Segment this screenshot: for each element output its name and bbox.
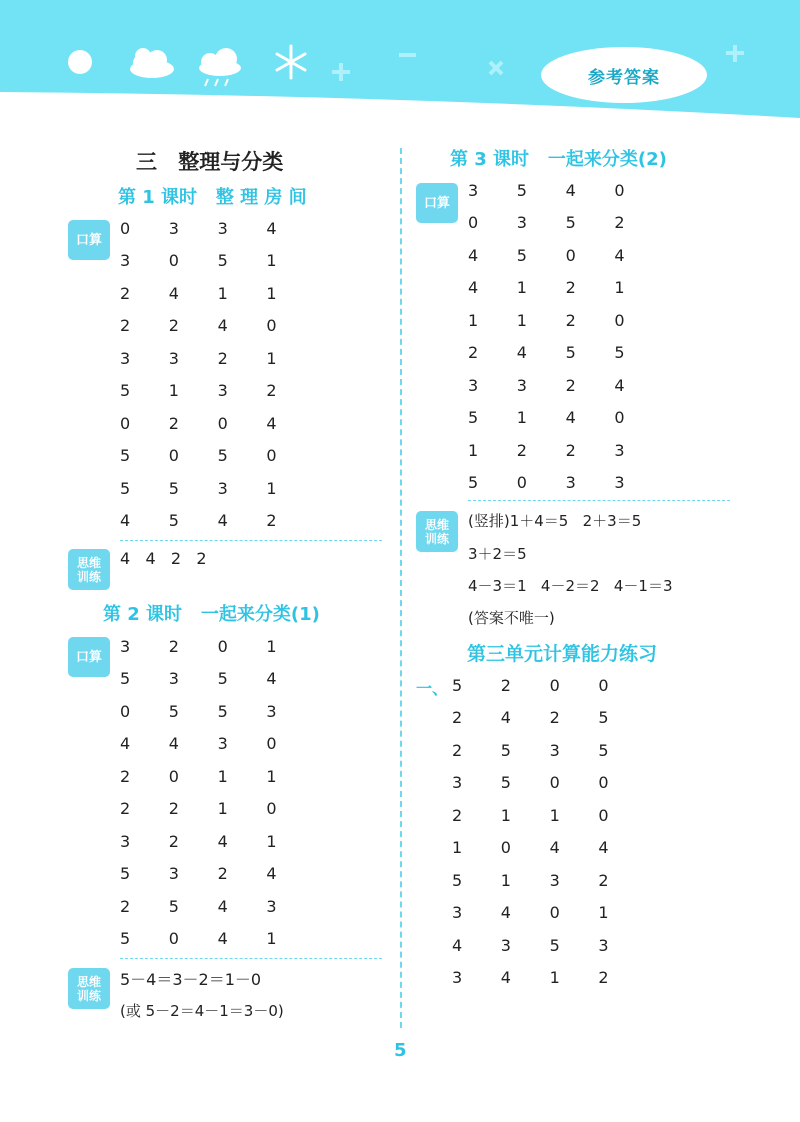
answer-cell: 5	[217, 669, 228, 689]
answer-cell: 5	[598, 708, 609, 728]
answer-row	[120, 793, 315, 826]
answer-cell: 1	[266, 478, 277, 498]
answer-cell: 1	[217, 766, 228, 786]
answer-cell: 5	[565, 343, 576, 363]
answer-cell: 0	[217, 413, 228, 433]
lesson1-thinking-answer: 4 4 2 2	[120, 549, 207, 568]
answer-cell: 0	[598, 675, 609, 695]
answer-cell: 5	[468, 408, 479, 428]
answer-cell: 2	[500, 675, 511, 695]
answer-cell: 2	[452, 805, 463, 825]
answer-cell: 5	[516, 245, 527, 265]
item-label: 一、	[416, 679, 449, 698]
answer-cell: 0	[468, 213, 479, 233]
answer-row	[452, 767, 647, 800]
answer-cell: 3	[217, 478, 228, 498]
lesson1-title: 第 1 课时 整 理 房 间	[118, 187, 307, 208]
thinking-badge-line1: 思维	[76, 556, 101, 570]
answer-cell: 4	[217, 896, 228, 916]
answer-cell: 3	[452, 903, 463, 923]
answer-row	[120, 825, 315, 858]
lesson2-title: 第 2 课时 一起来分类(1)	[103, 604, 320, 625]
answer-cell: 4	[598, 838, 609, 858]
answer-cell: 2	[614, 213, 625, 233]
answer-cell: 0	[549, 903, 560, 923]
answer-cell: 3	[516, 213, 527, 233]
thinking-badge	[68, 968, 110, 1009]
answer-cell: 2	[120, 766, 131, 786]
answer-cell: 3	[266, 701, 277, 721]
answer-cell: 3	[217, 734, 228, 754]
answer-cell: 3	[565, 473, 576, 493]
answer-cell: 5	[120, 446, 131, 466]
section-separator	[468, 500, 730, 501]
answer-row	[468, 402, 663, 435]
answer-cell: 2	[168, 316, 179, 336]
answer-cell: 0	[217, 636, 228, 656]
answer-cell: 1	[266, 636, 277, 656]
answer-cell: 2	[266, 381, 277, 401]
chapter-title: 三 整理与分类	[136, 150, 284, 174]
answer-cell: 5	[168, 896, 179, 916]
answer-cell: 0	[598, 805, 609, 825]
answer-row	[120, 472, 315, 505]
answer-cell: 3	[168, 348, 179, 368]
answer-row	[452, 734, 647, 767]
answer-cell: 5	[217, 446, 228, 466]
answer-cell: 5	[565, 213, 576, 233]
answer-cell: 1	[452, 838, 463, 858]
answer-cell: 3	[217, 381, 228, 401]
answer-row	[120, 890, 315, 923]
answer-row	[468, 434, 663, 467]
answer-row	[452, 702, 647, 735]
answer-cell: 2	[565, 440, 576, 460]
answer-cell: 3	[500, 935, 511, 955]
answer-cell: 0	[549, 675, 560, 695]
answer-cell: 4	[266, 864, 277, 884]
answer-cell: 5	[120, 929, 131, 949]
answer-cell: 3	[468, 375, 479, 395]
answer-cell: 0	[120, 701, 131, 721]
answer-cell: 1	[500, 870, 511, 890]
answer-cell: 1	[549, 968, 560, 988]
lesson2-thinking-line1: 5－4＝3－2＝1－0	[120, 970, 262, 989]
answer-cell: 4	[217, 831, 228, 851]
answer-cell: 3	[614, 440, 625, 460]
answer-cell: 2	[468, 343, 479, 363]
answer-cell: 3	[549, 870, 560, 890]
answer-cell: 4	[549, 838, 560, 858]
lesson1-oral-grid	[120, 212, 315, 537]
answer-cell: 5	[168, 701, 179, 721]
answer-cell: 0	[516, 473, 527, 493]
answer-cell: 0	[168, 929, 179, 949]
answer-cell: 0	[598, 773, 609, 793]
answer-cell: 0	[614, 180, 625, 200]
answer-cell: 3	[168, 864, 179, 884]
answer-cell: 1	[217, 799, 228, 819]
column-divider	[400, 148, 402, 1028]
answer-cell: 4	[217, 316, 228, 336]
answer-cell: 4	[266, 413, 277, 433]
lesson3-thinking-line4: (答案不唯一)	[468, 609, 555, 627]
answer-cell: 3	[168, 669, 179, 689]
answer-cell: 5	[217, 701, 228, 721]
answer-cell: 2	[452, 740, 463, 760]
answer-cell: 2	[217, 864, 228, 884]
answer-cell: 1	[516, 310, 527, 330]
answer-cell: 5	[614, 343, 625, 363]
answer-cell: 2	[452, 708, 463, 728]
unit-practice-grid	[452, 669, 647, 994]
answer-row	[120, 212, 315, 245]
answer-cell: 2	[168, 413, 179, 433]
answer-cell: 0	[614, 310, 625, 330]
answer-cell: 1	[516, 278, 527, 298]
thinking-badge	[68, 549, 110, 590]
answer-row	[120, 277, 315, 310]
answer-cell: 1	[266, 283, 277, 303]
answer-row	[120, 407, 315, 440]
answer-cell: 1	[266, 929, 277, 949]
answer-cell: 3	[266, 896, 277, 916]
answer-row	[468, 174, 663, 207]
answer-row	[120, 245, 315, 278]
thinking-badge-line2: 训练	[424, 532, 449, 546]
answer-cell: 1	[468, 310, 479, 330]
answer-row	[120, 505, 315, 538]
answer-row	[452, 962, 647, 995]
thinking-badge-line2: 训练	[76, 570, 101, 584]
answer-cell: 2	[168, 799, 179, 819]
answer-cell: 4	[614, 375, 625, 395]
answer-row	[452, 929, 647, 962]
answer-cell: 4	[168, 283, 179, 303]
thinking-badge-line1: 思维	[424, 518, 449, 532]
answer-cell: 4	[217, 511, 228, 531]
answer-cell: 2	[549, 708, 560, 728]
answer-cell: 4	[500, 968, 511, 988]
answer-row	[452, 897, 647, 930]
answer-cell: 4	[614, 245, 625, 265]
page-number: 5	[394, 1040, 407, 1061]
answer-row	[452, 832, 647, 865]
sun-icon	[68, 50, 92, 74]
answer-row	[120, 728, 315, 761]
oral-badge: 口算	[416, 183, 458, 223]
answer-cell: 0	[565, 245, 576, 265]
lesson3-thinking-line1: (竖排)1＋4＝5 2＋3＝5	[468, 512, 642, 530]
answer-cell: 4	[168, 734, 179, 754]
answer-cell: 4	[516, 343, 527, 363]
thinking-badge-line2: 训练	[76, 989, 101, 1003]
answer-cell: 3	[120, 831, 131, 851]
answer-cell: 0	[614, 408, 625, 428]
answer-row	[452, 799, 647, 832]
answer-cell: 2	[565, 278, 576, 298]
answer-cell: 0	[120, 413, 131, 433]
answer-cell: 5	[500, 773, 511, 793]
answer-cell: 1	[217, 283, 228, 303]
answer-cell: 4	[565, 180, 576, 200]
answer-cell: 4	[468, 245, 479, 265]
answer-cell: 3	[217, 218, 228, 238]
answer-cell: 4	[565, 408, 576, 428]
answer-cell: 2	[598, 870, 609, 890]
answer-cell: 5	[168, 511, 179, 531]
answer-cell: 5	[120, 478, 131, 498]
oral-badge: 口算	[68, 220, 110, 260]
answer-row	[120, 923, 315, 956]
answer-row	[468, 239, 663, 272]
answer-cell: 1	[500, 805, 511, 825]
answer-cell: 3	[120, 348, 131, 368]
answer-key-label: 参考答案	[541, 47, 707, 103]
answer-cell: 3	[168, 218, 179, 238]
answer-cell: 0	[266, 799, 277, 819]
answer-cell: 0	[266, 734, 277, 754]
answer-cell: 2	[168, 831, 179, 851]
answer-cell: 5	[598, 740, 609, 760]
answer-cell: 5	[120, 669, 131, 689]
answer-cell: 5	[217, 251, 228, 271]
lesson3-thinking-line3: 4－3＝1 4－2＝2 4－1＝3	[468, 577, 673, 595]
answer-cell: 3	[120, 636, 131, 656]
answer-cell: 3	[516, 375, 527, 395]
answer-row	[120, 663, 315, 696]
answer-cell: 3	[598, 935, 609, 955]
answer-cell: 5	[452, 870, 463, 890]
answer-cell: 5	[468, 473, 479, 493]
answer-row	[468, 207, 663, 240]
answer-row	[468, 467, 663, 500]
answer-row	[120, 342, 315, 375]
answer-cell: 4	[217, 929, 228, 949]
answer-cell: 4	[120, 511, 131, 531]
answer-cell: 2	[217, 348, 228, 368]
lesson2-oral-grid	[120, 630, 315, 955]
answer-cell: 2	[168, 636, 179, 656]
thinking-badge	[416, 511, 458, 552]
answer-row	[468, 369, 663, 402]
answer-cell: 5	[500, 740, 511, 760]
answer-cell: 4	[500, 708, 511, 728]
answer-cell: 5	[549, 935, 560, 955]
answer-cell: 5	[120, 864, 131, 884]
answer-row	[120, 310, 315, 343]
answer-cell: 4	[452, 935, 463, 955]
answer-cell: 5	[516, 180, 527, 200]
answer-cell: 3	[452, 968, 463, 988]
answer-cell: 0	[500, 838, 511, 858]
answer-cell: 2	[120, 316, 131, 336]
section-separator	[120, 958, 382, 959]
answer-cell: 1	[266, 251, 277, 271]
answer-row	[452, 864, 647, 897]
answer-cell: 1	[266, 831, 277, 851]
section-separator	[120, 540, 382, 541]
answer-cell: 0	[266, 446, 277, 466]
answer-cell: 1	[266, 766, 277, 786]
answer-cell: 1	[266, 348, 277, 368]
answer-row	[120, 760, 315, 793]
unit-practice-title: 第三单元计算能力练习	[467, 643, 658, 665]
answer-cell: 2	[120, 799, 131, 819]
answer-cell: 1	[468, 440, 479, 460]
answer-cell: 2	[565, 310, 576, 330]
answer-cell: 5	[452, 675, 463, 695]
answer-cell: 3	[614, 473, 625, 493]
answer-cell: 3	[452, 773, 463, 793]
lesson2-thinking-line2: (或 5－2＝4－1＝3－0)	[120, 1002, 284, 1020]
answer-cell: 0	[266, 316, 277, 336]
answer-cell: 0	[120, 218, 131, 238]
answer-row	[468, 304, 663, 337]
lesson3-oral-grid	[468, 174, 663, 499]
thinking-badge-line1: 思维	[76, 975, 101, 989]
oral-badge: 口算	[68, 637, 110, 677]
answer-row	[120, 630, 315, 663]
answer-cell: 2	[598, 968, 609, 988]
answer-cell: 2	[266, 511, 277, 531]
answer-row	[120, 858, 315, 891]
answer-cell: 0	[168, 251, 179, 271]
answer-cell: 4	[500, 903, 511, 923]
answer-row	[120, 375, 315, 408]
answer-cell: 5	[168, 478, 179, 498]
answer-cell: 0	[168, 446, 179, 466]
answer-row	[452, 669, 647, 702]
answer-cell: 5	[120, 381, 131, 401]
answer-cell: 4	[120, 734, 131, 754]
answer-cell: 4	[266, 669, 277, 689]
answer-cell: 1	[614, 278, 625, 298]
answer-cell: 4	[468, 278, 479, 298]
lesson3-title: 第 3 课时 一起来分类(2)	[450, 149, 667, 170]
lesson3-thinking-line2: 3＋2＝5	[468, 545, 527, 563]
answer-cell: 2	[120, 896, 131, 916]
answer-row	[468, 337, 663, 370]
answer-row	[120, 440, 315, 473]
answer-cell: 1	[168, 381, 179, 401]
answer-cell: 3	[120, 251, 131, 271]
answer-cell: 1	[516, 408, 527, 428]
answer-row	[468, 272, 663, 305]
answer-cell: 0	[168, 766, 179, 786]
answer-cell: 2	[516, 440, 527, 460]
answer-cell: 2	[565, 375, 576, 395]
answer-row	[120, 695, 315, 728]
answer-cell: 3	[549, 740, 560, 760]
answer-cell: 0	[549, 773, 560, 793]
answer-cell: 1	[598, 903, 609, 923]
answer-cell: 2	[120, 283, 131, 303]
answer-cell: 4	[266, 218, 277, 238]
answer-cell: 3	[468, 180, 479, 200]
answer-cell: 1	[549, 805, 560, 825]
